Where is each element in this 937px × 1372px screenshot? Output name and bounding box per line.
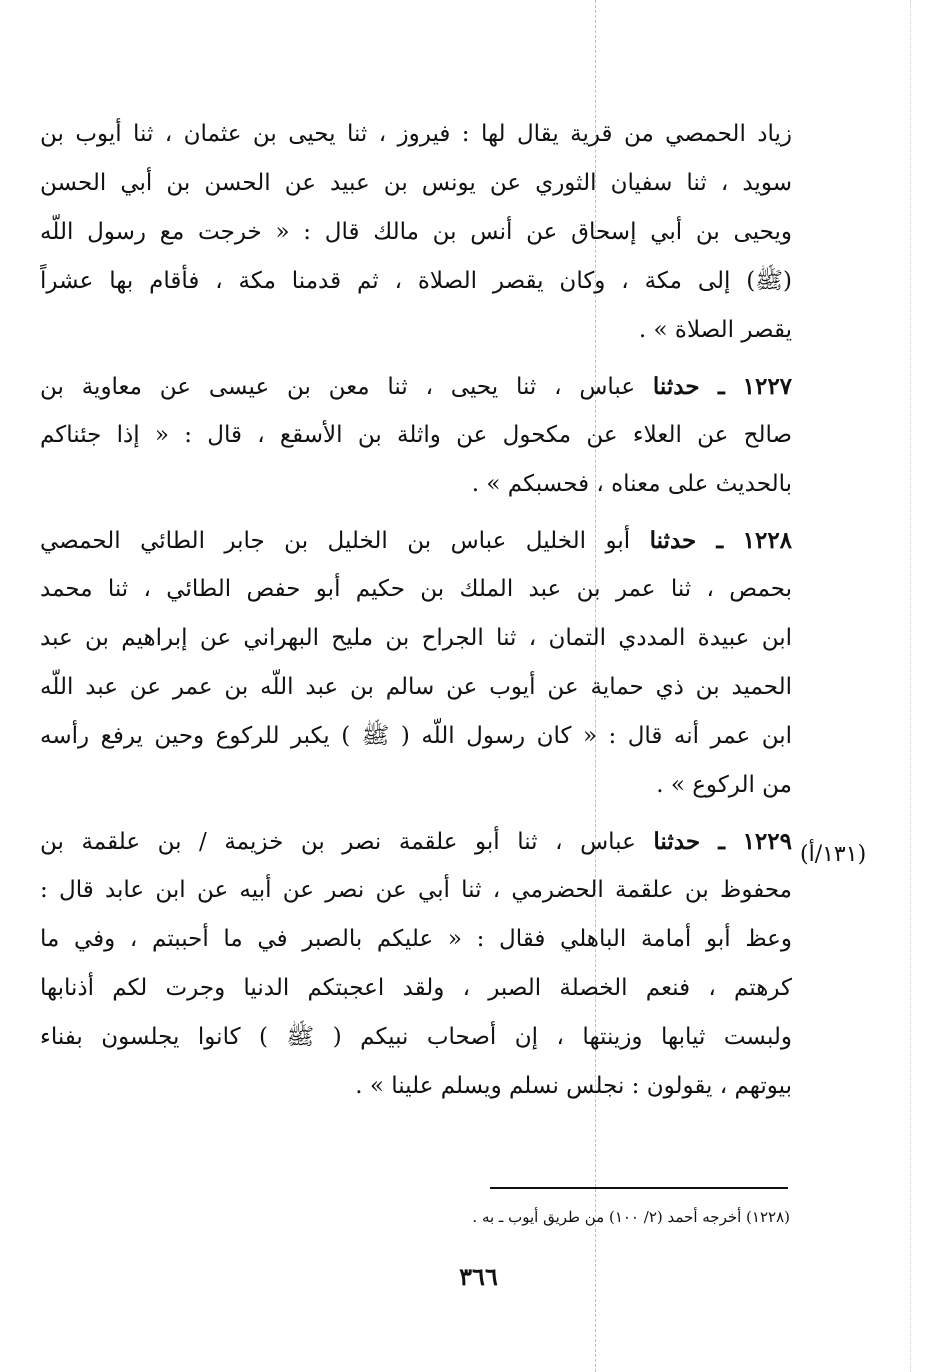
hadith-number: ١٢٢٩ — [742, 828, 792, 855]
page-number: ٣٦٦ — [459, 1262, 498, 1291]
text-line: بالحديث على معناه ، فحسبكم » . — [471, 471, 792, 497]
text-line: سويد ، ثنا سفيان الثوري عن يونس بن عبيد عن الحسن بن أبي الحسن — [40, 170, 792, 196]
hadith-keyword: ـ حدثنا — [652, 373, 725, 400]
text-line: بيوتهم ، يقولون : نجلس نسلم ويسلم علينا » . — [355, 1073, 792, 1099]
text-line — [40, 362, 792, 411]
text-line: صالح عن العلاء عن مكحول عن واثلة بن الأسقع ، قال : « إذا جئناكم — [40, 422, 792, 448]
text-line: (ﷺ) إلى مكة ، وكان يقصر الصلاة ، ثم قدمنا مكة ، فأقام بها عشراً — [40, 268, 792, 294]
text-line: بحمص ، ثنا عمر بن عبد الملك بن حكيم أبو حفص الطائي ، ثنا محمد — [40, 576, 792, 602]
hadith-keyword: ـ حدثنا — [649, 527, 724, 554]
main-text — [40, 110, 792, 1118]
text-line: محفوظ بن علقمة الحضرمي ، ثنا أبي عن نصر عن أبيه عن ابن عابد قال : — [40, 877, 792, 903]
text-line: يقصر الصلاة » . — [638, 317, 792, 343]
hadith-1228 — [40, 516, 792, 810]
text-line: الحميد بن ذي حماية عن أيوب عن سالم بن عبد اللّه بن عمر عن عبد اللّه — [40, 674, 792, 700]
text-line — [40, 516, 792, 565]
hadith-keyword: ـ حدثنا — [653, 828, 726, 855]
hadith-1229 — [40, 817, 792, 1111]
hadith-1227 — [40, 362, 792, 509]
text-span: أبو الخليل عباس بن الخليل بن جابر الطائي الحمصي — [40, 528, 631, 554]
text-line — [40, 817, 792, 866]
scan-edge-line — [910, 0, 911, 1372]
text-line: ابن عبيدة المددي التمان ، ثنا الجراح بن مليح البهراني عن إبراهيم بن عبد — [40, 625, 792, 651]
text-line: من الركوع » . — [656, 772, 792, 798]
hadith-number: ١٢٢٧ — [742, 373, 792, 400]
hadith-number: ١٢٢٨ — [742, 527, 792, 554]
text-span: عباس ، ثنا يحيى ، ثنا معن بن عيسى عن معاوية بن — [40, 374, 636, 400]
manuscript-folio-note: (١٣١/أ) — [800, 842, 867, 867]
text-line: ويحيى بن أبي إسحاق عن أنس بن مالك قال : « خرجت مع رسول اللّه — [40, 219, 792, 245]
paragraph-continuation — [40, 110, 792, 355]
text-line: وعظ أبو أمامة الباهلي فقال : « عليكم بالصبر في ما أحببتم ، وفي ما — [40, 926, 792, 952]
text-line: ولبست ثيابها وزينتها ، إن أصحاب نبيكم ( ﷺ ) كانوا يجلسون بفناء — [40, 1024, 792, 1050]
text-line: كرهتم ، فنعم الخصلة الصبر ، ولقد اعجبتكم الدنيا وجرت لكم أذنابها — [40, 975, 792, 1001]
text-span: عباس ، ثنا أبو علقمة نصر بن خزيمة / بن علقمة بن — [40, 829, 636, 855]
footnote: (١٢٢٨) أخرجه أحمد (٢/ ١٠٠) من طريق أيوب ـ به . — [472, 1208, 790, 1226]
text-line: زياد الحمصي من قرية يقال لها : فيروز ، ثنا يحيى بن عثمان ، ثنا أيوب بن — [40, 121, 792, 147]
footnote-divider — [490, 1187, 788, 1189]
text-line: ابن عمر أنه قال : « كان رسول اللّه ( ﷺ ) يكبر للركوع وحين يرفع رأسه — [40, 723, 792, 749]
